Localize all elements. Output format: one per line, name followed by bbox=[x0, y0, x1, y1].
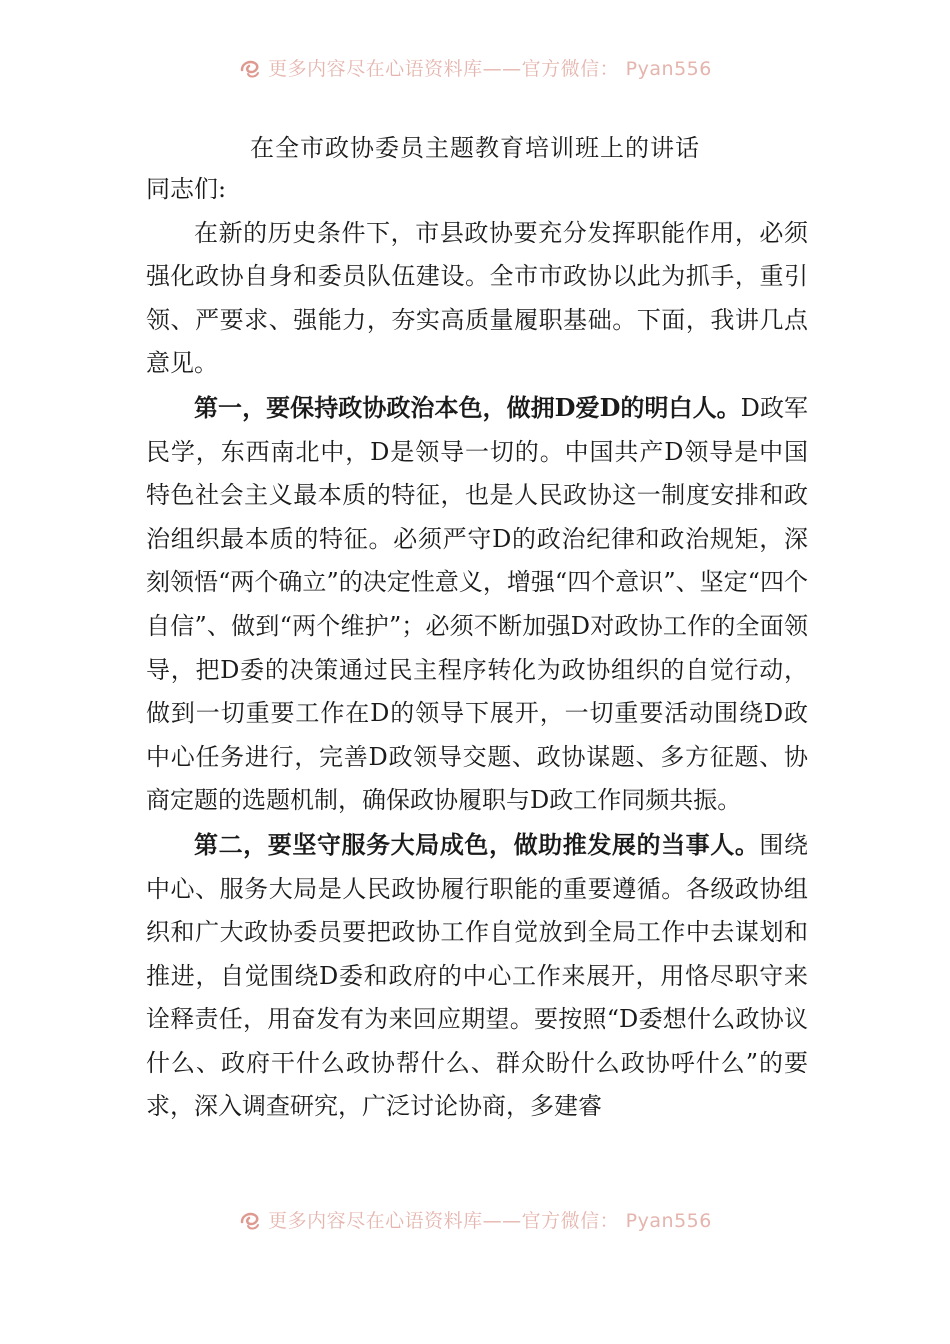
document-title: 在全市政协委员主题教育培训班上的讲话 bbox=[250, 134, 700, 162]
section-2-heading: 第二，要坚守服务大局成色，做助推发展的当事人。 bbox=[194, 829, 760, 859]
header-watermark bbox=[0, 54, 950, 90]
section-1-body: D政军民学，东西南北中，D是领导一切的。中国共产D领导是中国特色社会主义最本质的特征，也是人民政协这一制度安排和政治组织最本质的特征。必须严守D的政治纪律和政治规矩，深刻领悟“两个确立”的决定性意义，增强“四个意识”、坚定“四个自信”、做到“两个维护”；必须不断加强D对政协工作的全面领导，把D委的决策通过民主程序转化为政协组织的自觉行动，做到一切重要工作在D的领导下展开，一切重要活动围绕D政中心任务进行，完善D政领导交题、政协谋题、多方征题、协商定题的选题机制，确保政协履职与D政工作同频共振。 bbox=[146, 393, 809, 815]
section-1-paragraph bbox=[146, 386, 808, 823]
intro-paragraph: 在新的历史条件下，市县政协要充分发挥职能作用，必须强化政协自身和委员队伍建设。全市市政协以此为抓手，重引领、严要求、强能力，夯实高质量履职基础。下面，我讲几点意见。 bbox=[146, 218, 808, 378]
document-body bbox=[146, 168, 808, 1129]
section-2-body: 围绕中心、服务大局是人民政协履行职能的重要遵循。各级政协组织和广大政协委员要把政协工作自觉放到全局工作中去谋划和推进，自觉围绕D委和政府的中心工作来展开，用恪尽职守来诠释责任，用奋发有为来回应期望。要按照“D委想什么政协议什么、政府干什么政协帮什么、群众盼什么政协呼什么”的要求，深入调查研究，广泛讨论协商，多建睿 bbox=[146, 830, 809, 1121]
watermark-text: 更多内容尽在心语资料库——官方微信： Pyan556 bbox=[268, 58, 712, 80]
watermark-logo-icon bbox=[238, 56, 262, 80]
section-2-paragraph bbox=[146, 823, 808, 1129]
section-1-heading: 第一，要保持政协政治本色，做拥D爱D的明白人。 bbox=[194, 392, 741, 422]
watermark-logo-icon bbox=[238, 1208, 262, 1232]
salutation: 同志们: bbox=[146, 175, 227, 203]
watermark-text: 更多内容尽在心语资料库——官方微信： Pyan556 bbox=[268, 1210, 712, 1232]
footer-watermark bbox=[0, 1206, 950, 1242]
